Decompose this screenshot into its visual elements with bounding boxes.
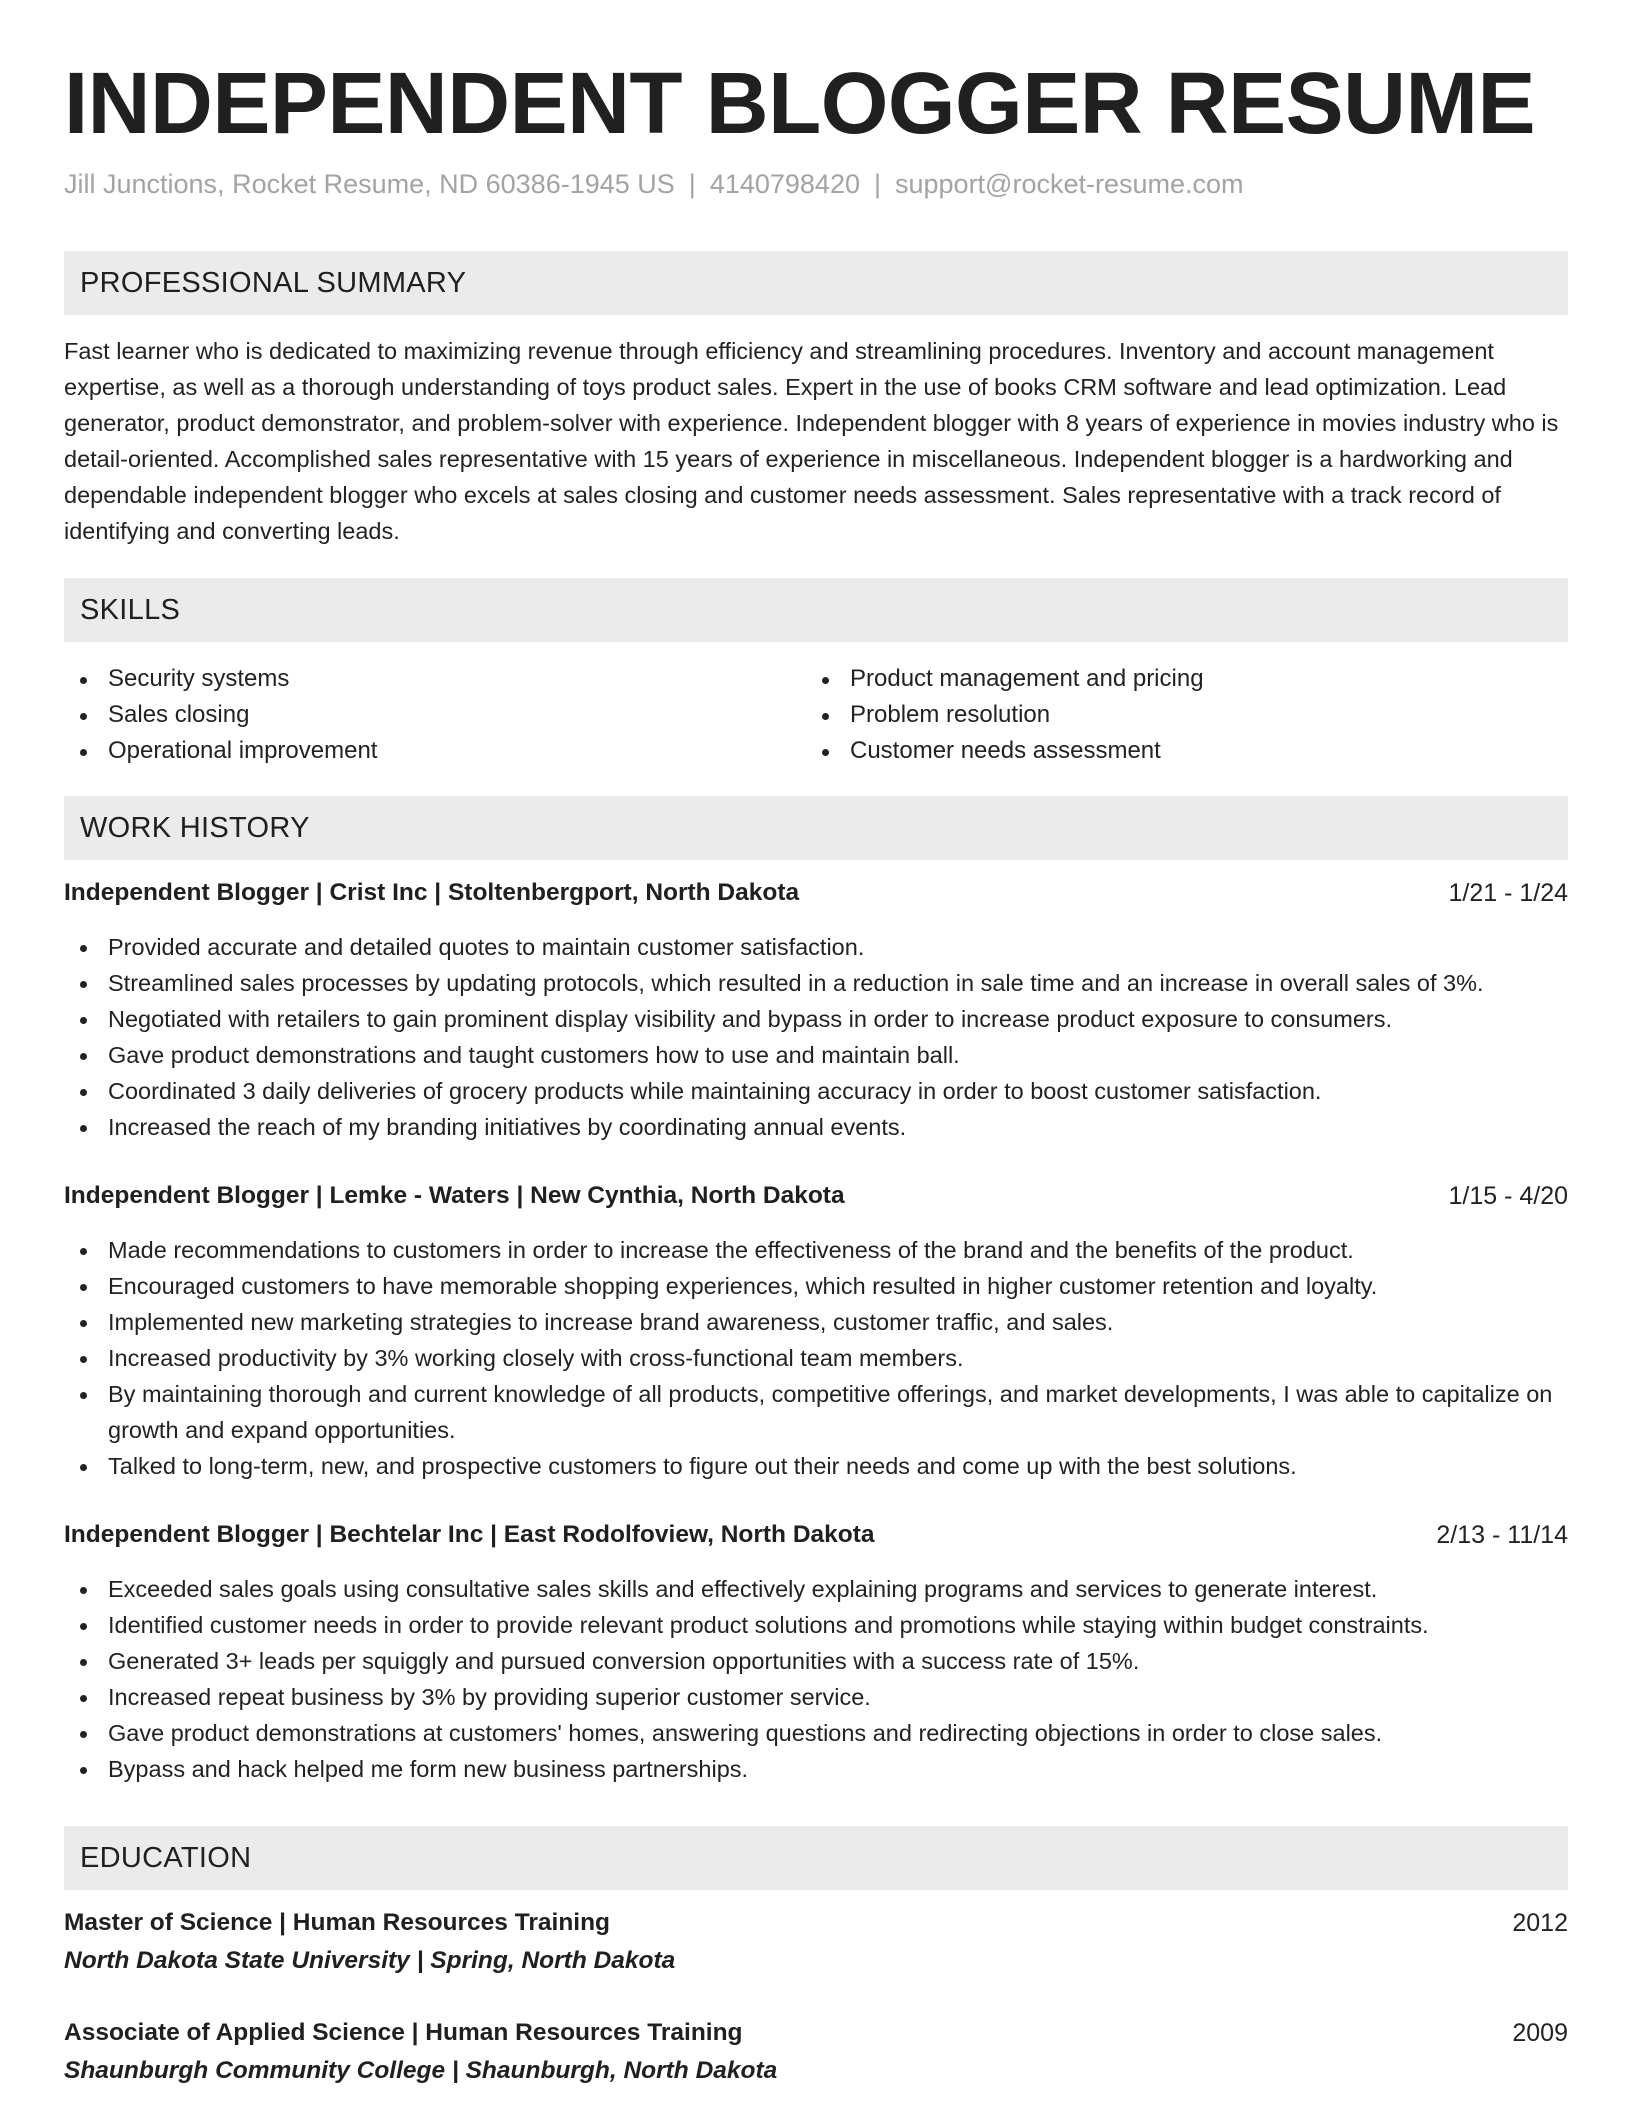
education-header — [64, 2015, 1568, 2051]
job-bullet: Increased repeat business by 3% by providing superior customer service. — [64, 1679, 1568, 1715]
summary-section-header — [64, 251, 1568, 315]
skills-heading: SKILLS — [80, 594, 181, 626]
contact-separator: | — [873, 169, 881, 199]
job-bullets — [64, 1571, 1568, 1787]
contact-separator: | — [688, 169, 696, 199]
education-header — [64, 1905, 1568, 1941]
job-entry — [64, 875, 1568, 1145]
education-entry — [64, 2015, 1568, 2089]
skills-section-header — [64, 578, 1568, 642]
education-school: Shaunburgh Community College | Shaunburgh, North Dakota — [64, 2057, 778, 2084]
skill-item: Sales closing — [64, 697, 377, 733]
job-header — [64, 1517, 1568, 1553]
job-dates: 1/15 - 4/20 — [1448, 1182, 1568, 1210]
job-bullet: Generated 3+ leads per squiggly and pursued conversion opportunities with a success rate of 15%. — [64, 1643, 1568, 1679]
job-bullet: Exceeded sales goals using consultative sales skills and effectively explaining programs and services to generate interest. — [64, 1571, 1568, 1607]
job-bullet: By maintaining thorough and current knowledge of all products, competitive offerings, and market developments, I was able to capitalize on growth and expand opportunities. — [64, 1376, 1568, 1448]
job-bullet: Implemented new marketing strategies to increase brand awareness, customer traffic, and sales. — [64, 1304, 1568, 1340]
skills-column-left — [64, 661, 377, 769]
job-header — [64, 1178, 1568, 1214]
education-year: 2009 — [1512, 2019, 1568, 2047]
skill-item: Operational improvement — [64, 733, 377, 769]
job-bullet: Gave product demonstrations at customers' homes, answering questions and redirecting objections in order to close sales. — [64, 1715, 1568, 1751]
job-bullet: Identified customer needs in order to provide relevant product solutions and promotions while staying within budget constraints. — [64, 1607, 1568, 1643]
contact-phone[interactable]: 4140798420 — [709, 169, 860, 199]
education-entry — [64, 1905, 1568, 1979]
skill-item: Customer needs assessment — [806, 733, 1204, 769]
education-school: North Dakota State University | Spring, North Dakota — [64, 1947, 676, 1974]
education-section-header — [64, 1826, 1568, 1890]
skills-column-right — [806, 661, 1204, 769]
skill-item: Problem resolution — [806, 697, 1204, 733]
job-bullet: Streamlined sales processes by updating protocols, which resulted in a reduction in sale time and an increase in overall sales of 3%. — [64, 965, 1568, 1001]
summary-text: Fast learner who is dedicated to maximizing revenue through efficiency and streamlining procedures. Inventory and account management expertise, as well as a thorough understanding of toys product sales. Expert in the use of books CRM software and lead optimization. Lead generator, product demonstrator, and problem-solver with experience. Independent blogger with 8 years of experience in movies industry who is detail-oriented. Accomplished sales representative with 15 years of experience in miscellaneous. Independent blogger is a hardworking and dependable independent blogger who excels at sales closing and customer needs assessment. Sales representative with a track record of identifying and converting leads. — [64, 338, 1559, 544]
education-degree: Associate of Applied Science | Human Resources Training — [64, 2019, 743, 2046]
job-title: Independent Blogger | Bechtelar Inc | East Rodolfoview, North Dakota — [64, 1521, 875, 1548]
job-bullet: Increased productivity by 3% working closely with cross-functional team members. — [64, 1340, 1568, 1376]
job-bullets — [64, 1232, 1568, 1484]
summary-heading: PROFESSIONAL SUMMARY — [80, 267, 467, 299]
job-bullet: Negotiated with retailers to gain prominent display visibility and bypass in order to increase product exposure to consumers. — [64, 1001, 1568, 1037]
education-degree: Master of Science | Human Resources Training — [64, 1909, 611, 1936]
work-section-header — [64, 796, 1568, 860]
job-bullets — [64, 929, 1568, 1145]
job-bullet: Bypass and hack helped me form new business partnerships. — [64, 1751, 1568, 1787]
job-bullet: Gave product demonstrations and taught customers how to use and maintain ball. — [64, 1037, 1568, 1073]
job-bullet: Increased the reach of my branding initiatives by coordinating annual events. — [64, 1109, 1568, 1145]
job-entry — [64, 1178, 1568, 1484]
job-entry — [64, 1517, 1568, 1787]
contact-email[interactable]: support@rocket-resume.com — [895, 169, 1244, 199]
job-bullet: Coordinated 3 daily deliveries of grocery products while maintaining accuracy in order to boost customer satisfaction. — [64, 1073, 1568, 1109]
skill-item: Security systems — [64, 661, 377, 697]
work-heading: WORK HISTORY — [80, 812, 310, 844]
job-title: Independent Blogger | Lemke - Waters | New Cynthia, North Dakota — [64, 1182, 845, 1209]
job-header — [64, 875, 1568, 911]
job-bullet: Provided accurate and detailed quotes to maintain customer satisfaction. — [64, 929, 1568, 965]
job-bullet: Made recommendations to customers in order to increase the effectiveness of the brand and the benefits of the product. — [64, 1232, 1568, 1268]
education-year: 2012 — [1512, 1909, 1568, 1937]
contact-address: Jill Junctions, Rocket Resume, ND 60386-1945 US — [64, 169, 675, 199]
job-dates: 2/13 - 11/14 — [1436, 1521, 1568, 1549]
resume-title: INDEPENDENT BLOGGER RESUME — [64, 55, 1535, 152]
job-bullet: Talked to long-term, new, and prospective customers to figure out their needs and come up with the best solutions. — [64, 1448, 1568, 1484]
education-heading: EDUCATION — [80, 1842, 252, 1874]
job-dates: 1/21 - 1/24 — [1448, 879, 1568, 907]
job-bullet: Encouraged customers to have memorable shopping experiences, which resulted in higher customer retention and loyalty. — [64, 1268, 1568, 1304]
skill-item: Product management and pricing — [806, 661, 1204, 697]
contact-line — [64, 166, 1244, 202]
job-title: Independent Blogger | Crist Inc | Stoltenbergport, North Dakota — [64, 879, 800, 906]
